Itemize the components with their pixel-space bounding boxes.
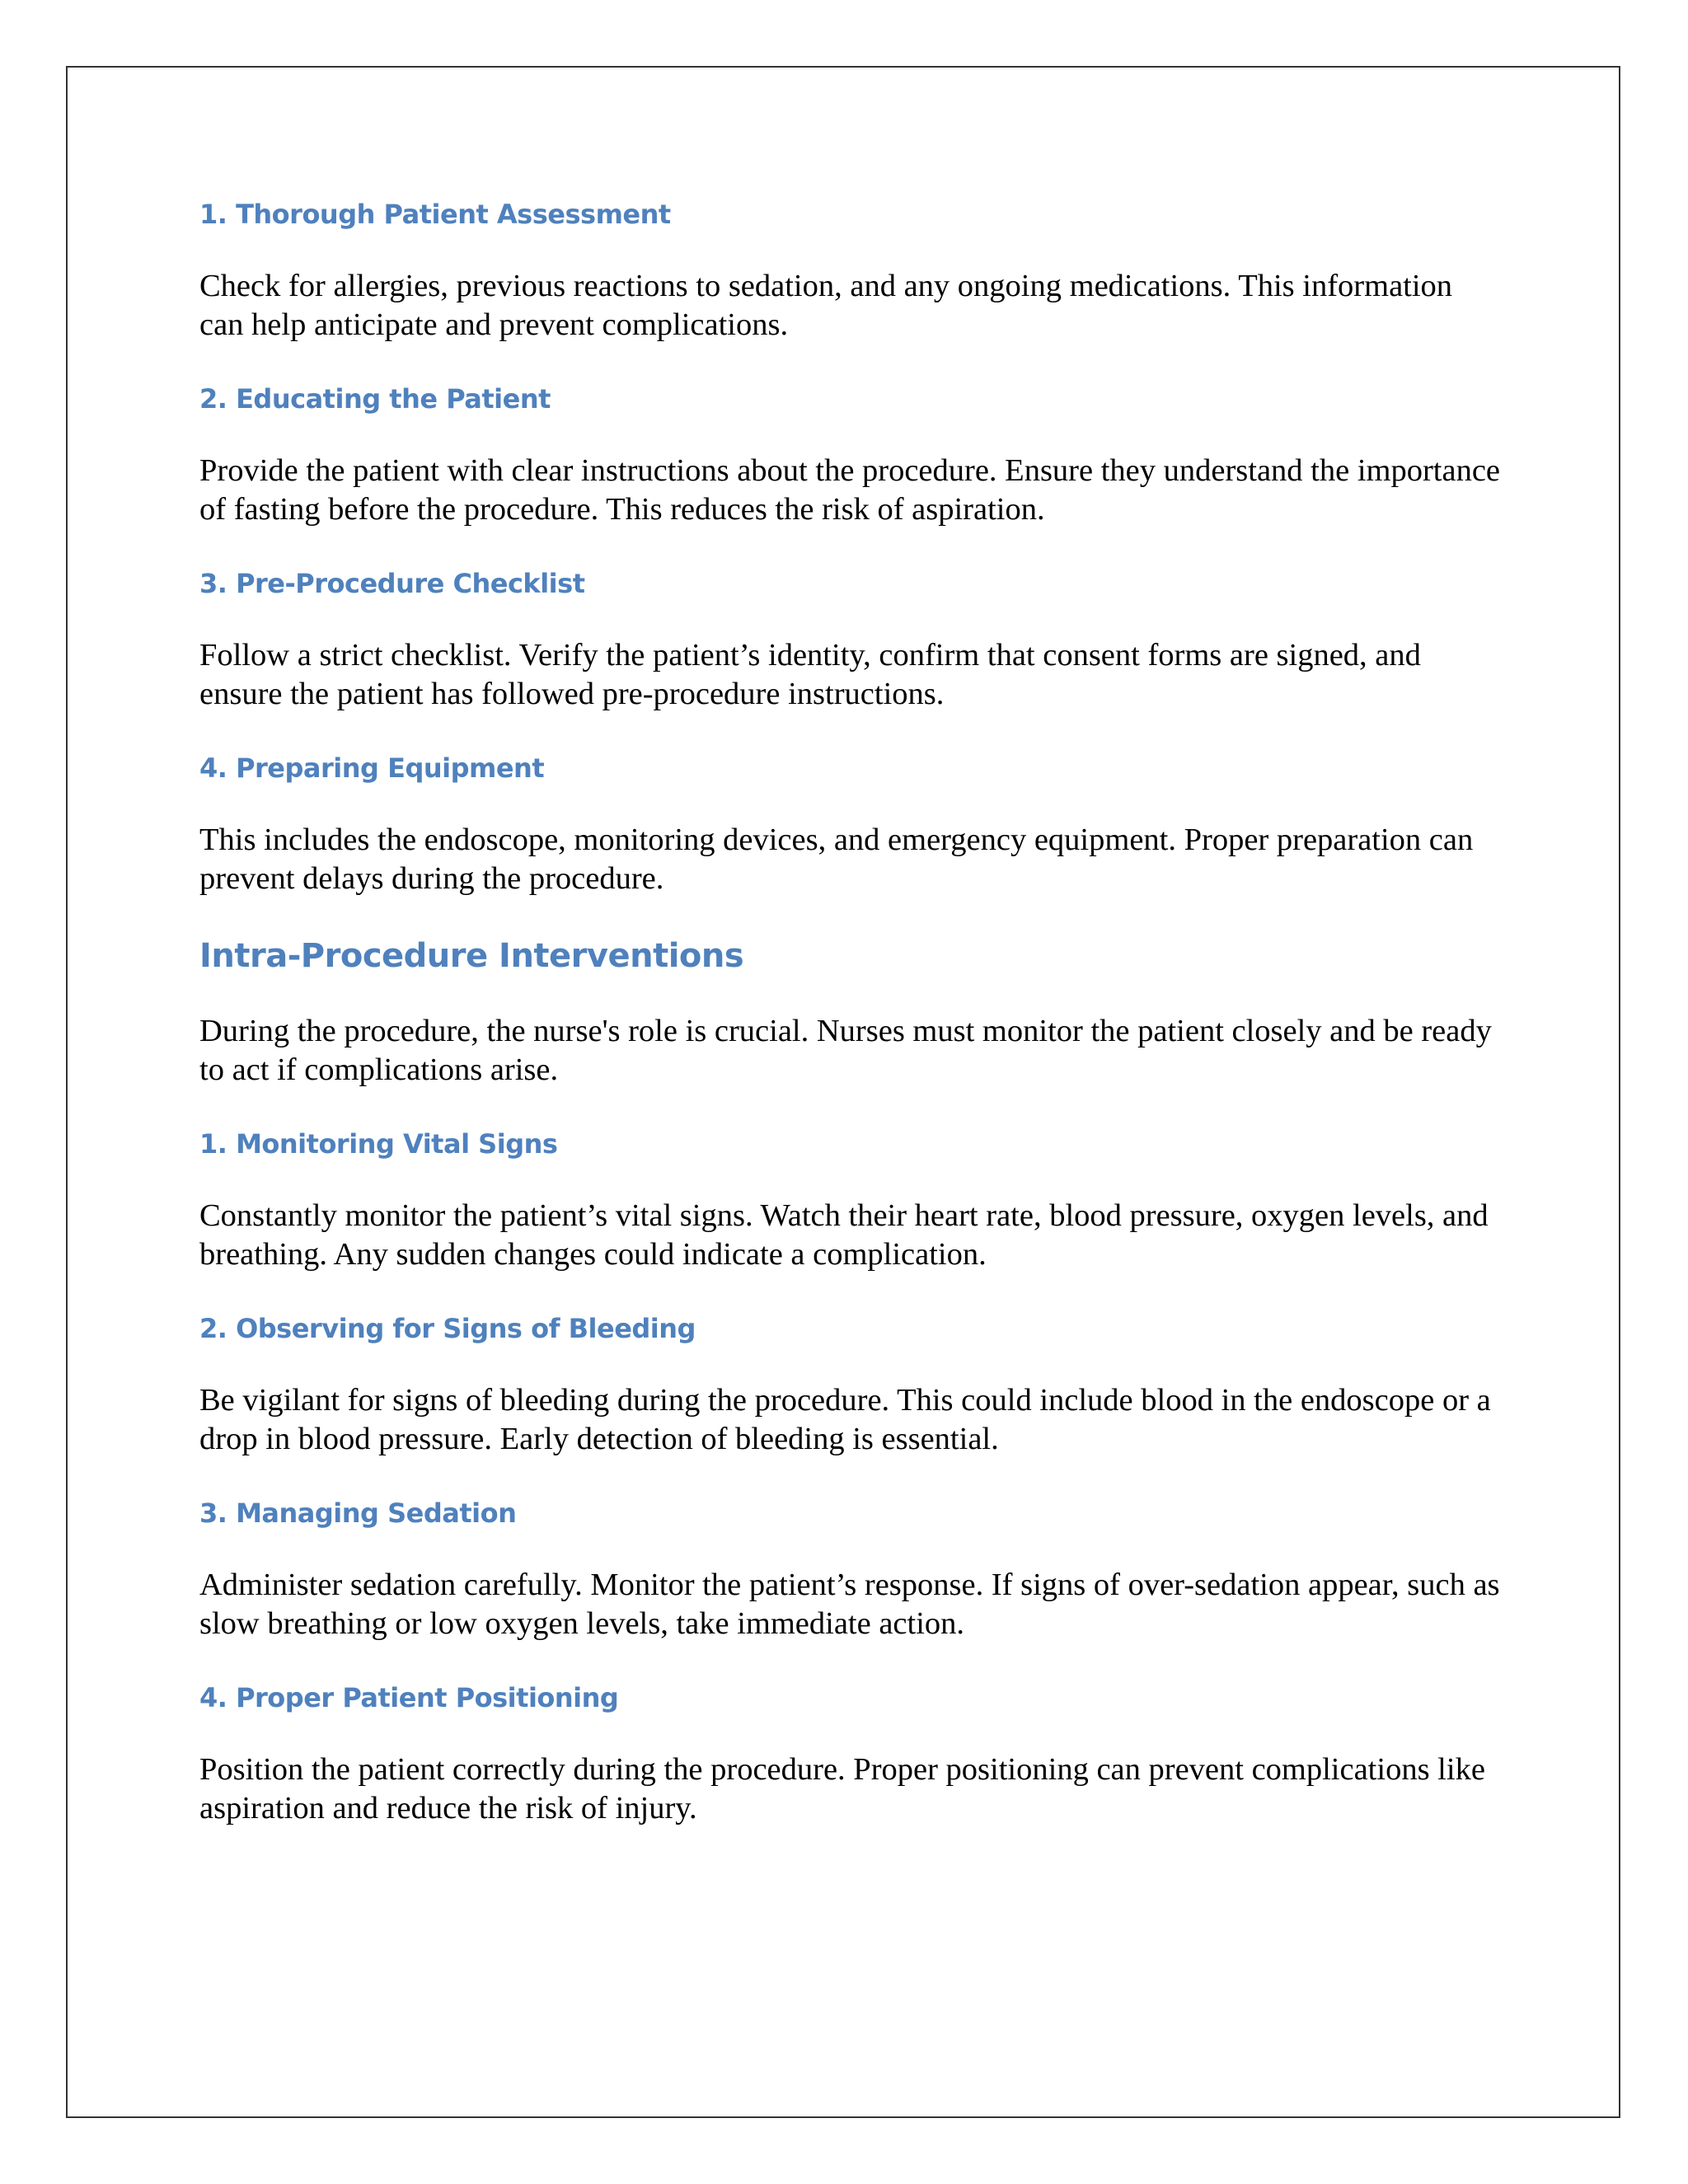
heading-monitoring-vital-signs: 1. Monitoring Vital Signs (199, 1128, 558, 1160)
paragraph-observing-bleeding: Be vigilant for signs of bleeding during the procedure. This could include blood in the endoscope or a drop in blood pressure. Early detection of bleeding is essential. (199, 1383, 1491, 1456)
paragraph-patient-assessment: Check for allergies, previous reactions to sedation, and any ongoing medications. This information can help anticipate and prevent complications. (199, 269, 1453, 342)
heading-observing-bleeding: 2. Observing for Signs of Bleeding (199, 1313, 696, 1344)
heading-pre-procedure-checklist: 3. Pre-Procedure Checklist (199, 568, 585, 599)
heading-thorough-patient-assessment: 1. Thorough Patient Assessment (199, 199, 671, 230)
document-body (199, 198, 1502, 1866)
paragraph-patient-positioning: Position the patient correctly during the procedure. Proper positioning can prevent complications like aspiration and reduce the risk of injury. (199, 1752, 1485, 1825)
paragraph-managing-sedation: Administer sedation carefully. Monitor the patient’s response. If signs of over-sedation appear, such as slow breathing or low oxygen levels, take immediate action. (199, 1568, 1500, 1641)
heading-patient-positioning: 4. Proper Patient Positioning (199, 1682, 619, 1713)
paragraph-intra-procedure-intro: During the procedure, the nurse's role is crucial. Nurses must monitor the patient closely and be ready to act if complications arise. (199, 1014, 1492, 1087)
section-heading-intra-procedure: Intra-Procedure Interventions (199, 937, 744, 975)
paragraph-pre-procedure-checklist: Follow a strict checklist. Verify the patient’s identity, confirm that consent forms are signed, and ensure the patient has followed pre-procedure instructions. (199, 638, 1421, 711)
heading-educating-the-patient: 2. Educating the Patient (199, 383, 551, 415)
paragraph-educating-patient: Provide the patient with clear instructions about the procedure. Ensure they understand the importance of fasting before the procedure. This reduces the risk of aspiration. (199, 453, 1501, 527)
paragraph-monitoring-vital-signs: Constantly monitor the patient’s vital signs. Watch their heart rate, blood pressure, oxygen levels, and breathing. Any sudden changes could indicate a complication. (199, 1198, 1489, 1272)
heading-preparing-equipment: 4. Preparing Equipment (199, 752, 545, 784)
paragraph-preparing-equipment: This includes the endoscope, monitoring devices, and emergency equipment. Proper preparation can prevent delays during the procedure. (199, 823, 1474, 896)
heading-managing-sedation: 3. Managing Sedation (199, 1497, 517, 1529)
